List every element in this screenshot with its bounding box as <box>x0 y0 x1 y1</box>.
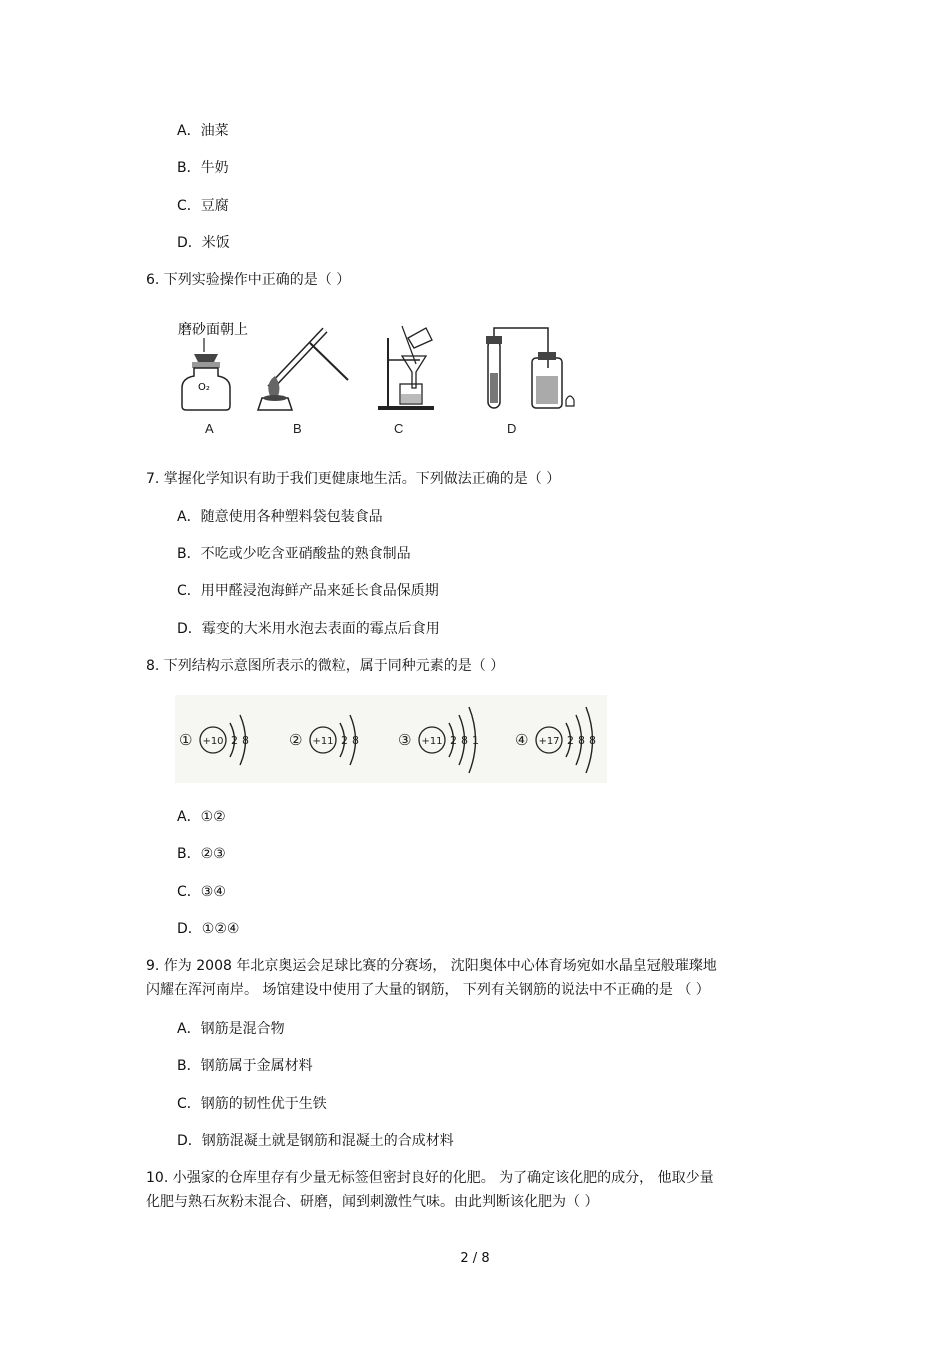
caption-a: A <box>205 421 214 436</box>
q7-option-b: B．不吃或少吃含亚硝酸盐的熟食制品 <box>177 546 411 562</box>
svg-text:+11: +11 <box>421 736 443 747</box>
svg-text:+10: +10 <box>202 736 224 747</box>
caption-c: C <box>394 421 404 436</box>
svg-text:8: 8 <box>589 734 596 747</box>
caption-d: D <box>507 421 517 436</box>
option-c: C．豆腐 <box>177 198 229 214</box>
q8-option-c: C．③④ <box>177 884 226 900</box>
question-10-line-1: 10. 小强家的仓库里存有少量无标签但密封良好的化肥。 为了确定该化肥的成分， 他取少量 <box>146 1170 714 1186</box>
question-9-line-2: 闪耀在浑河南岸。 场馆建设中使用了大量的钢筋， 下列有关钢筋的说法中不正确的是 （ ） <box>146 982 710 998</box>
caption-b: B <box>293 421 302 436</box>
svg-text:8: 8 <box>578 734 585 747</box>
q7-option-c: C．用甲醛浸泡海鲜产品来延长食品保质期 <box>177 583 439 599</box>
option-b: B．牛奶 <box>177 160 229 176</box>
option-a: A．油菜 <box>177 123 229 139</box>
svg-text:②: ② <box>289 731 303 749</box>
svg-text:④: ④ <box>515 731 529 749</box>
o2-label: O₂ <box>198 382 210 393</box>
svg-text:1: 1 <box>472 734 479 747</box>
question-7: 7. 掌握化学知识有助于我们更健康地生活。下列做法正确的是（ ） <box>146 471 561 487</box>
q7-option-d: D．霉变的大米用水泡去表面的霉点后食用 <box>177 621 440 637</box>
q9-option-a: A．钢筋是混合物 <box>177 1021 285 1037</box>
svg-text:8: 8 <box>461 734 468 747</box>
q8-option-d: D．①②④ <box>177 921 240 937</box>
question-8: 8. 下列结构示意图所表示的微粒，属于同种元素的是（ ） <box>146 658 505 674</box>
question-10-line-2: 化肥与熟石灰粉末混合、研磨，闻到刺激性气味。由此判断该化肥为（ ） <box>146 1194 599 1210</box>
figure-d-gas-collection <box>486 328 574 436</box>
lab-operations-figure <box>170 318 590 443</box>
question-9-line-1: 9. 作为 2008 年北京奥运会足球比赛的分赛场， 沈阳奥体中心体育场宛如水晶皇冠般璀璨地 <box>146 958 717 974</box>
q9-option-c: C．钢筋的韧性优于生铁 <box>177 1096 327 1112</box>
q7-option-a: A．随意使用各种塑料袋包装食品 <box>177 509 383 525</box>
atom-structure-figure <box>175 695 607 783</box>
q9-option-b: B．钢筋属于金属材料 <box>177 1058 313 1074</box>
svg-text:2: 2 <box>567 734 574 747</box>
svg-text:2: 2 <box>231 734 238 747</box>
figure-b-heating-tube <box>258 330 348 436</box>
option-d: D．米饭 <box>177 235 230 251</box>
figure-a-gas-bottle <box>178 321 248 436</box>
svg-text:8: 8 <box>352 734 359 747</box>
question-6: 6. 下列实验操作中正确的是（ ） <box>146 272 351 288</box>
page-number: 2 / 8 <box>460 1251 490 1266</box>
svg-text:2: 2 <box>341 734 348 747</box>
svg-text:+11: +11 <box>312 736 334 747</box>
svg-text:8: 8 <box>242 734 249 747</box>
svg-text:2: 2 <box>450 734 457 747</box>
svg-text:+17: +17 <box>538 736 560 747</box>
q9-option-d: D．钢筋混凝土就是钢筋和混凝土的合成材料 <box>177 1133 454 1149</box>
figure-c-filtration <box>378 326 434 436</box>
svg-text:③: ③ <box>398 731 412 749</box>
figure-a-label: 磨砂面朝上 <box>178 322 248 338</box>
q8-option-a: A．①② <box>177 809 226 825</box>
svg-text:①: ① <box>179 731 193 749</box>
q8-option-b: B．②③ <box>177 846 226 862</box>
